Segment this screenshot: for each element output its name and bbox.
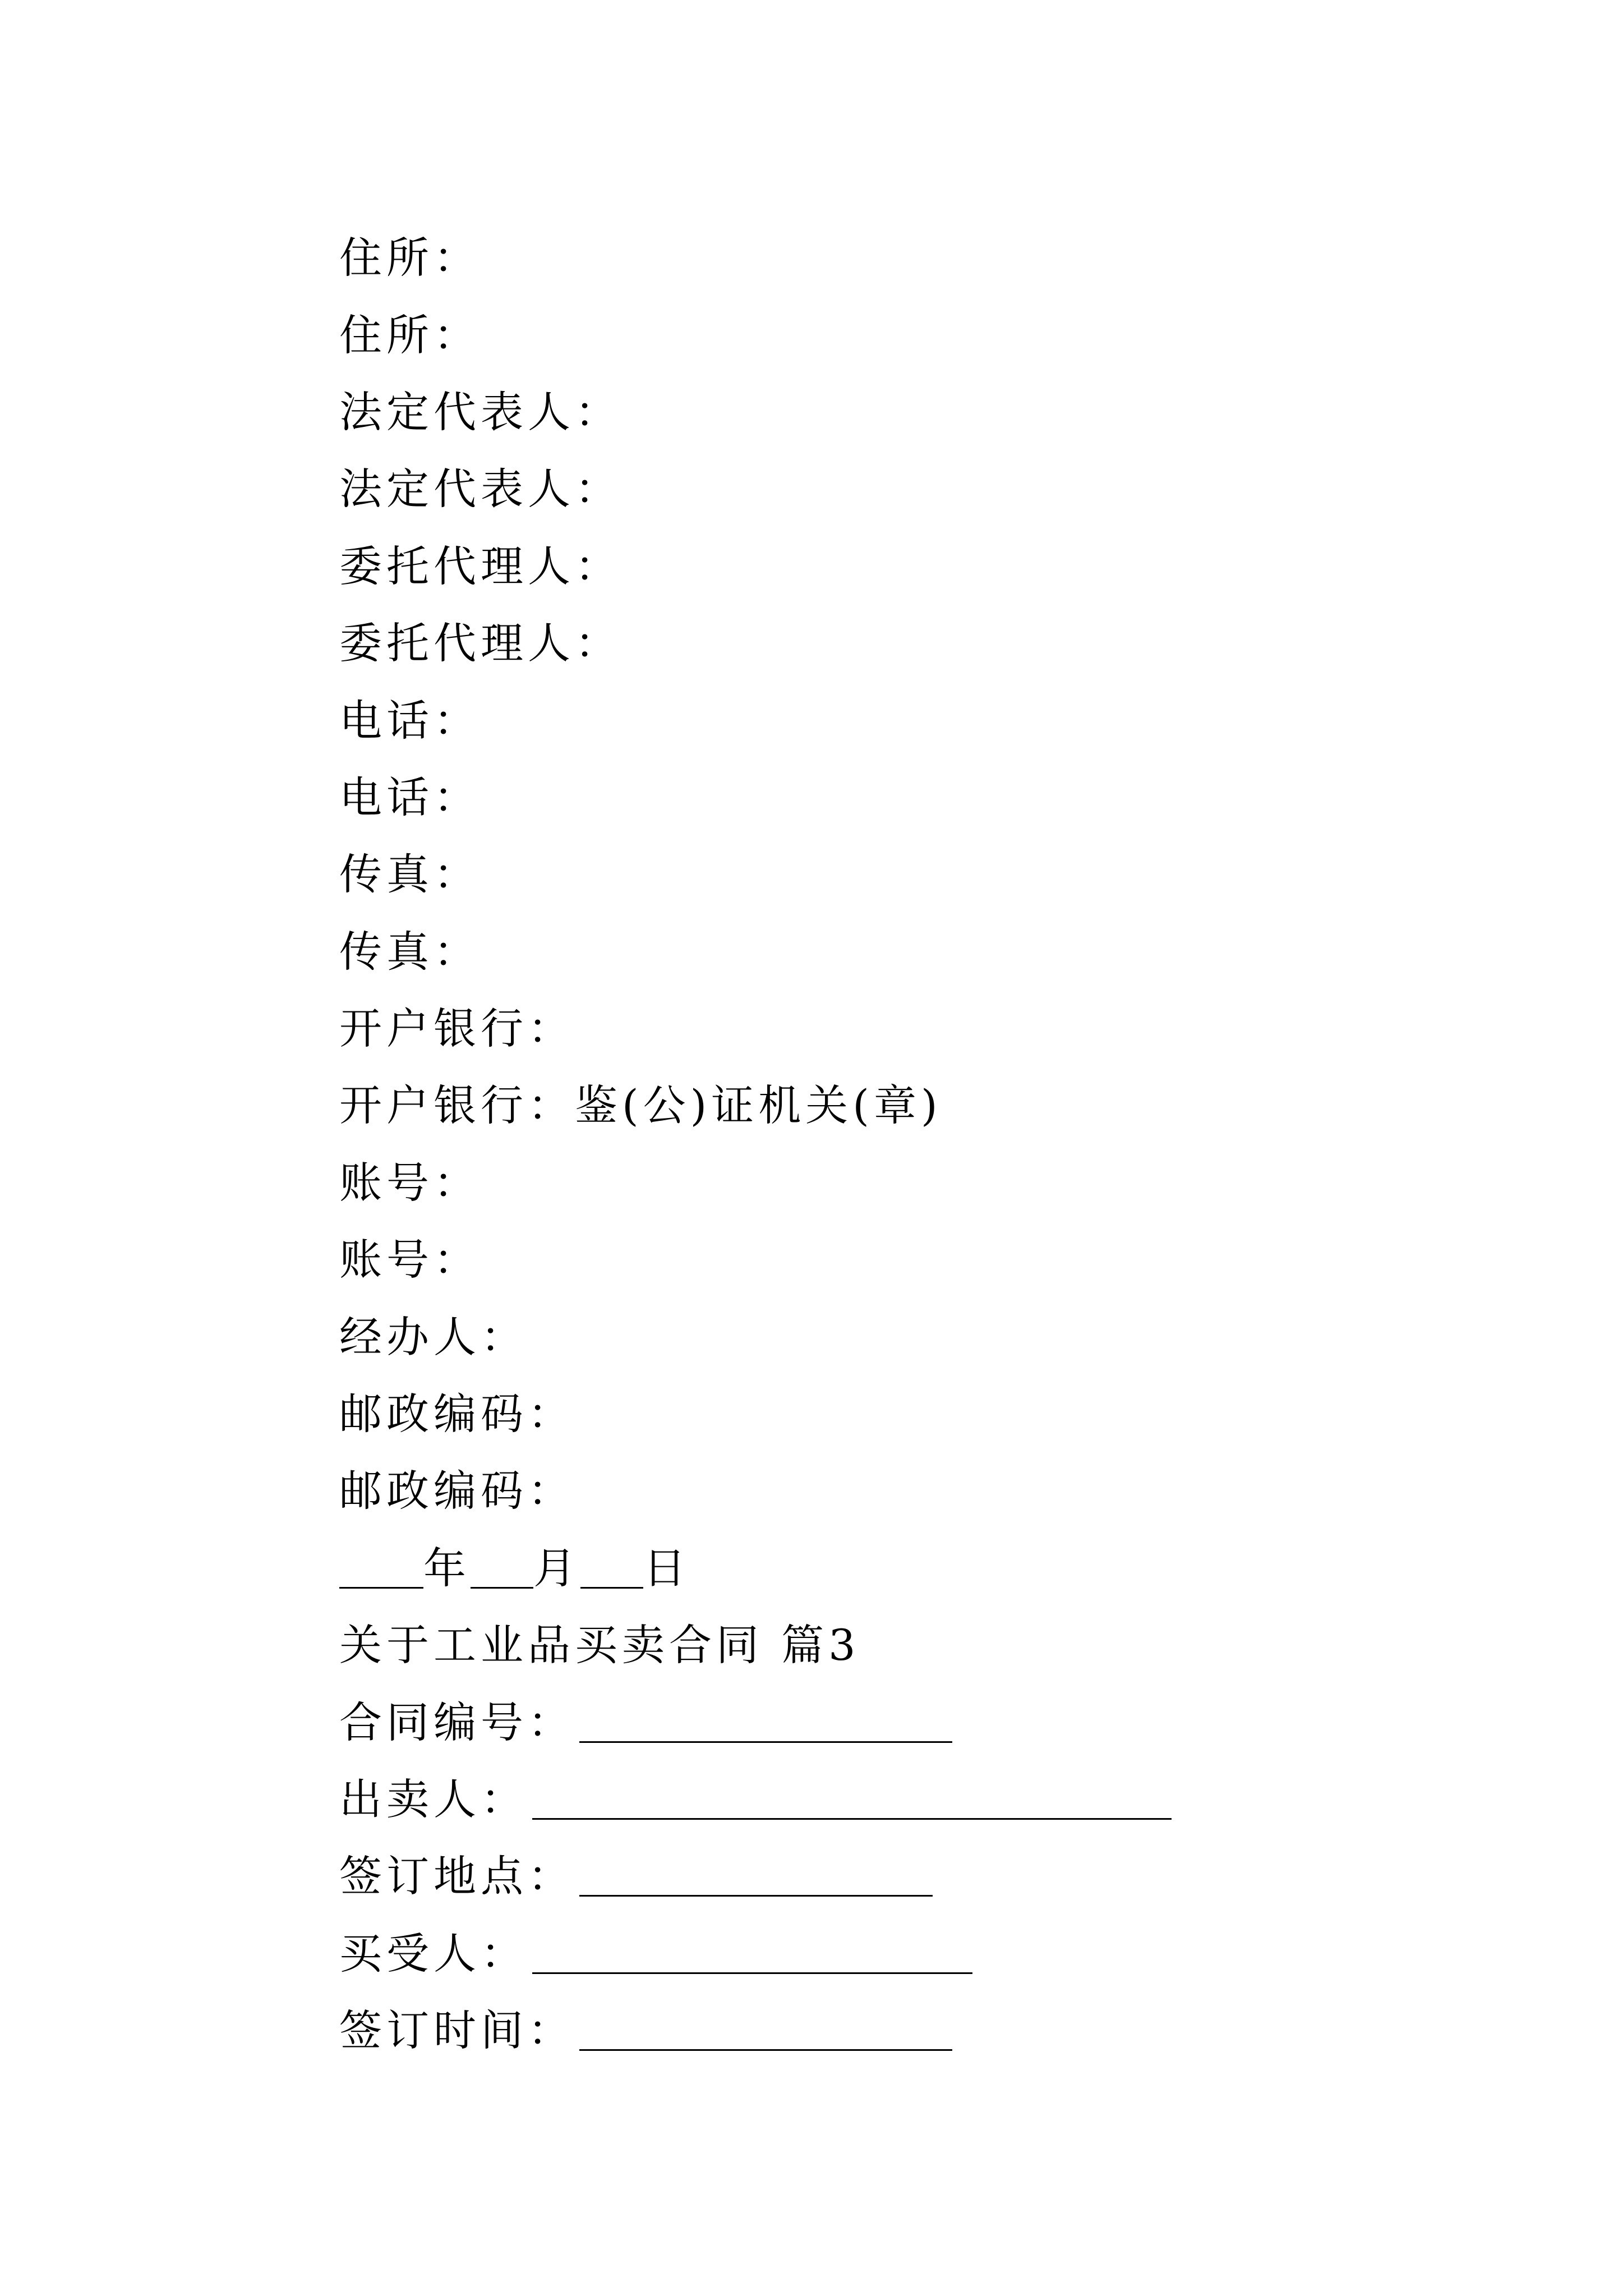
fax-line-2: 传真： xyxy=(339,926,481,977)
month-unit: 月 xyxy=(533,1543,580,1593)
buyer-field xyxy=(339,1912,1517,1989)
phone-line-1: 电话： xyxy=(339,695,481,746)
contract-number-label: 合同编号： xyxy=(339,1697,575,1747)
day-blank xyxy=(580,1557,643,1589)
section-title: 关于工业品买卖合同 篇3 xyxy=(339,1620,860,1671)
account-line-2: 账号： xyxy=(339,1235,481,1285)
signing-place-field xyxy=(339,1834,1517,1911)
contract-number-blank xyxy=(579,1711,952,1743)
seller-field xyxy=(339,1757,1517,1834)
bank-line-2 xyxy=(339,1064,1517,1140)
bank-line-1: 开户银行： xyxy=(339,1004,575,1054)
legal-representative-line-1: 法定代表人： xyxy=(339,386,622,437)
fax-line-1: 传真： xyxy=(339,849,481,900)
signing-time-blank xyxy=(579,2019,952,2051)
year-blank xyxy=(339,1557,423,1589)
contract-number-field xyxy=(339,1680,1517,1757)
month-blank xyxy=(471,1557,533,1589)
date-line xyxy=(339,1526,1517,1603)
postal-code-line-1: 邮政编码： xyxy=(339,1389,575,1439)
address-line-1: 住所： xyxy=(339,233,481,283)
seller-blank xyxy=(532,1788,1172,1820)
day-unit: 日 xyxy=(643,1543,690,1593)
signing-time-field xyxy=(339,1989,1517,2065)
authorized-agent-line-1: 委托代理人： xyxy=(339,541,622,591)
legal-representative-line-2: 法定代表人： xyxy=(339,464,622,514)
notary-seal-label: 鉴(公)证机关(章) xyxy=(575,1080,942,1131)
signing-time-label: 签订时间： xyxy=(339,2005,575,2056)
seller-label: 出卖人： xyxy=(339,1774,528,1824)
year-unit: 年 xyxy=(423,1543,471,1593)
contract-text-block xyxy=(339,216,1517,2065)
postal-code-line-2: 邮政编码： xyxy=(339,1466,575,1516)
buyer-blank xyxy=(532,1942,972,1974)
bank-line-2-label: 开户银行： xyxy=(339,1080,575,1131)
handler-line: 经办人： xyxy=(339,1312,528,1362)
signing-place-blank xyxy=(579,1865,933,1897)
account-line-1: 账号： xyxy=(339,1157,481,1208)
authorized-agent-line-2: 委托代理人： xyxy=(339,618,622,669)
signing-place-label: 签订地点： xyxy=(339,1851,575,1902)
phone-line-2: 电话： xyxy=(339,772,481,822)
address-line-2: 住所： xyxy=(339,310,481,360)
buyer-label: 买受人： xyxy=(339,1928,528,1978)
